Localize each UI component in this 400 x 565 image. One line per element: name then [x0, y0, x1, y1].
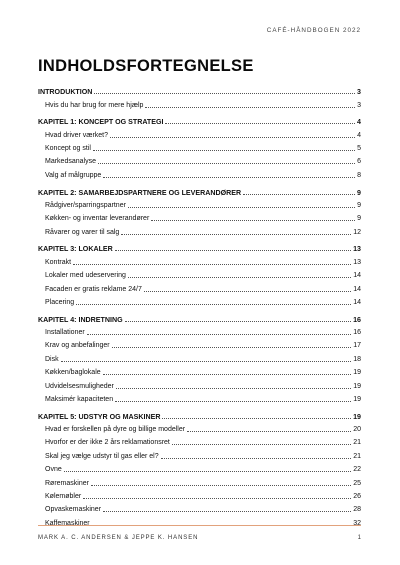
toc-entry-label: Placering: [45, 298, 75, 306]
toc-entry-page: 9: [357, 201, 361, 209]
footer-page-number: 1: [357, 535, 361, 541]
toc-section: [38, 183, 361, 236]
toc-subentry[interactable]: [38, 153, 361, 166]
toc-entry-page: 12: [353, 228, 361, 236]
toc-entry-page: 32: [353, 519, 361, 527]
table-of-contents: [38, 83, 361, 531]
dot-leader: [161, 458, 352, 459]
footer-authors: MARK A. C. ANDERSEN & JEPPE K. HANSEN: [38, 535, 199, 541]
toc-entry-label: Maksimér kapaciteten: [45, 395, 114, 403]
toc-entry-label: Røremaskiner: [45, 479, 89, 487]
toc-entry-page: 14: [353, 285, 361, 293]
toc-entry-page: 13: [353, 258, 361, 266]
dot-leader: [64, 471, 351, 472]
toc-entry-page: 4: [357, 118, 361, 127]
toc-entry-label: KAPITEL 2: SAMARBEJDSPARTNERE OG LEVERANDØRER: [38, 188, 242, 197]
toc-entry-page: 25: [353, 479, 361, 487]
dot-leader: [83, 498, 351, 499]
dot-leader: [144, 291, 351, 292]
toc-entry-label: Hvad driver værket?: [45, 131, 109, 139]
toc-entry-page: 9: [357, 188, 361, 197]
toc-entry-page: 9: [357, 215, 361, 223]
toc-entry-label: KAPITEL 3: LOKALER: [38, 245, 113, 254]
dot-leader: [91, 485, 351, 486]
toc-entry-page: 22: [353, 466, 361, 474]
toc-entry-label: Hvorfor er der ikke 2 års reklamationsret: [45, 439, 170, 447]
toc-subentry[interactable]: [38, 210, 361, 223]
toc-entry-page: 14: [353, 272, 361, 280]
toc-entry-label: KAPITEL 5: UDSTYR OG MASKINER: [38, 412, 161, 421]
dot-leader: [115, 401, 351, 402]
toc-subentry[interactable]: [38, 197, 361, 210]
toc-entry-label: Krav og anbefalinger: [45, 342, 110, 350]
toc-entry-page: 5: [357, 145, 361, 153]
dot-leader: [103, 374, 352, 375]
dot-leader: [61, 361, 352, 362]
toc-entry-page: 19: [353, 369, 361, 377]
toc-entry-label: Lokaler med udeservering: [45, 272, 126, 280]
toc-entry-label: Facaden er gratis reklame 24/7: [45, 285, 142, 293]
toc-subentry[interactable]: [38, 324, 361, 337]
running-header: CAFÉ-HÅNDBOGEN 2022: [266, 27, 361, 34]
toc-entry-page: 13: [353, 245, 361, 254]
toc-entry-label: Hvad er forskellen på dyre og billige modeller: [45, 426, 186, 434]
toc-subentry[interactable]: [38, 364, 361, 377]
toc-entry-label: Kølemøbler: [45, 493, 82, 500]
toc-entry-page: 28: [353, 506, 361, 514]
toc-entry-label: Udvidelsesmuligheder: [45, 382, 114, 390]
toc-section: [38, 113, 361, 180]
toc-entry-label: Installationer: [45, 329, 85, 337]
toc-section: [38, 407, 361, 527]
toc-entry-page: 19: [353, 412, 361, 421]
dot-leader: [116, 388, 351, 389]
dot-leader: [93, 150, 355, 151]
toc-entry-label: Koncept og stil: [45, 145, 91, 153]
toc-subentry[interactable]: [38, 474, 361, 487]
toc-chapter-entry[interactable]: [38, 407, 361, 420]
toc-subentry[interactable]: [38, 223, 361, 236]
toc-chapter-entry[interactable]: [38, 113, 361, 126]
toc-title: INDHOLDSFORTEGNELSE: [38, 57, 254, 75]
dot-leader: [103, 511, 351, 512]
dot-leader: [76, 304, 351, 305]
toc-entry-page: 4: [357, 131, 361, 139]
toc-entry-page: 19: [353, 395, 361, 403]
toc-entry-page: 16: [353, 329, 361, 337]
toc-subentry[interactable]: [38, 337, 361, 350]
dot-leader: [94, 93, 355, 94]
dot-leader: [87, 334, 352, 335]
toc-entry-label: Kontrakt: [45, 258, 72, 266]
toc-subentry[interactable]: [38, 350, 361, 363]
dot-leader: [128, 207, 355, 208]
toc-entry-label: Køkken/baglokale: [45, 369, 101, 377]
toc-entry-page: 20: [353, 426, 361, 434]
toc-subentry[interactable]: [38, 447, 361, 460]
dot-leader: [165, 123, 355, 124]
toc-entry-page: 21: [353, 452, 361, 460]
toc-chapter-entry[interactable]: [38, 183, 361, 196]
dot-leader: [162, 418, 351, 419]
toc-subentry[interactable]: [38, 488, 361, 501]
toc-entry-label: Hvis du har brug for mere hjælp: [45, 101, 144, 109]
toc-subentry[interactable]: [38, 126, 361, 139]
toc-entry-page: 26: [353, 493, 361, 500]
dot-leader: [187, 431, 351, 432]
toc-entry-page: 19: [353, 382, 361, 390]
toc-subentry[interactable]: [38, 434, 361, 447]
toc-entry-label: Køkken- og inventar leverandører: [45, 215, 150, 223]
toc-entry-label: KAPITEL 4: INDRETNING: [38, 315, 123, 324]
toc-entry-page: 17: [353, 342, 361, 350]
dot-leader: [98, 163, 355, 164]
toc-entry-label: KAPITEL 1: KONCEPT OG STRATEGI: [38, 118, 164, 127]
toc-entry-page: 3: [357, 101, 361, 109]
toc-subentry[interactable]: [38, 267, 361, 280]
dot-leader: [121, 234, 351, 235]
toc-subentry[interactable]: [38, 96, 361, 109]
toc-entry-label: Ovne: [45, 466, 62, 474]
toc-subentry[interactable]: [38, 253, 361, 266]
toc-chapter-entry[interactable]: [38, 240, 361, 253]
toc-entry-page: 16: [353, 315, 361, 324]
dot-leader: [115, 250, 351, 251]
dot-leader: [145, 107, 355, 108]
toc-entry-label: Disk: [45, 355, 59, 363]
dot-leader: [243, 194, 355, 195]
toc-entry-label: Skal jeg vælge udstyr til gas eller el?: [45, 452, 159, 460]
dot-leader: [110, 137, 355, 138]
toc-section: [38, 240, 361, 307]
toc-entry-page: 18: [353, 355, 361, 363]
toc-entry-page: 8: [357, 171, 361, 179]
dot-leader: [112, 347, 352, 348]
toc-chapter-entry[interactable]: [38, 83, 361, 96]
toc-subentry[interactable]: [38, 377, 361, 390]
toc-entry-page: 6: [357, 158, 361, 166]
toc-subentry[interactable]: [38, 421, 361, 434]
toc-subentry[interactable]: [38, 294, 361, 307]
toc-entry-label: Valg af målgruppe: [45, 171, 102, 179]
dot-leader: [151, 220, 355, 221]
toc-subentry[interactable]: [38, 461, 361, 474]
toc-entry-label: INTRODUKTION: [38, 88, 93, 97]
toc-section: [38, 310, 361, 404]
toc-subentry[interactable]: [38, 280, 361, 293]
toc-entry-label: Kaffemaskiner: [45, 519, 90, 527]
dot-leader: [125, 321, 352, 322]
toc-subentry[interactable]: [38, 166, 361, 179]
toc-entry-label: Rådgiver/sparringspartner: [45, 201, 126, 209]
dot-leader: [73, 264, 351, 265]
toc-entry-page: 3: [357, 88, 361, 97]
toc-chapter-entry[interactable]: [38, 310, 361, 323]
toc-entry-page: 14: [353, 298, 361, 306]
dot-leader: [172, 444, 351, 445]
toc-subentry[interactable]: [38, 140, 361, 153]
toc-entry-page: 21: [353, 439, 361, 447]
toc-entry-label: Markedsanalyse: [45, 158, 96, 166]
toc-entry-label: Råvarer og varer til salg: [45, 228, 120, 236]
toc-subentry[interactable]: [38, 501, 361, 514]
dot-leader: [103, 177, 355, 178]
toc-subentry[interactable]: [38, 391, 361, 404]
footer-divider: [38, 525, 361, 526]
toc-section: [38, 83, 361, 110]
dot-leader: [128, 277, 351, 278]
toc-entry-label: Opvaskemaskiner: [45, 506, 102, 514]
